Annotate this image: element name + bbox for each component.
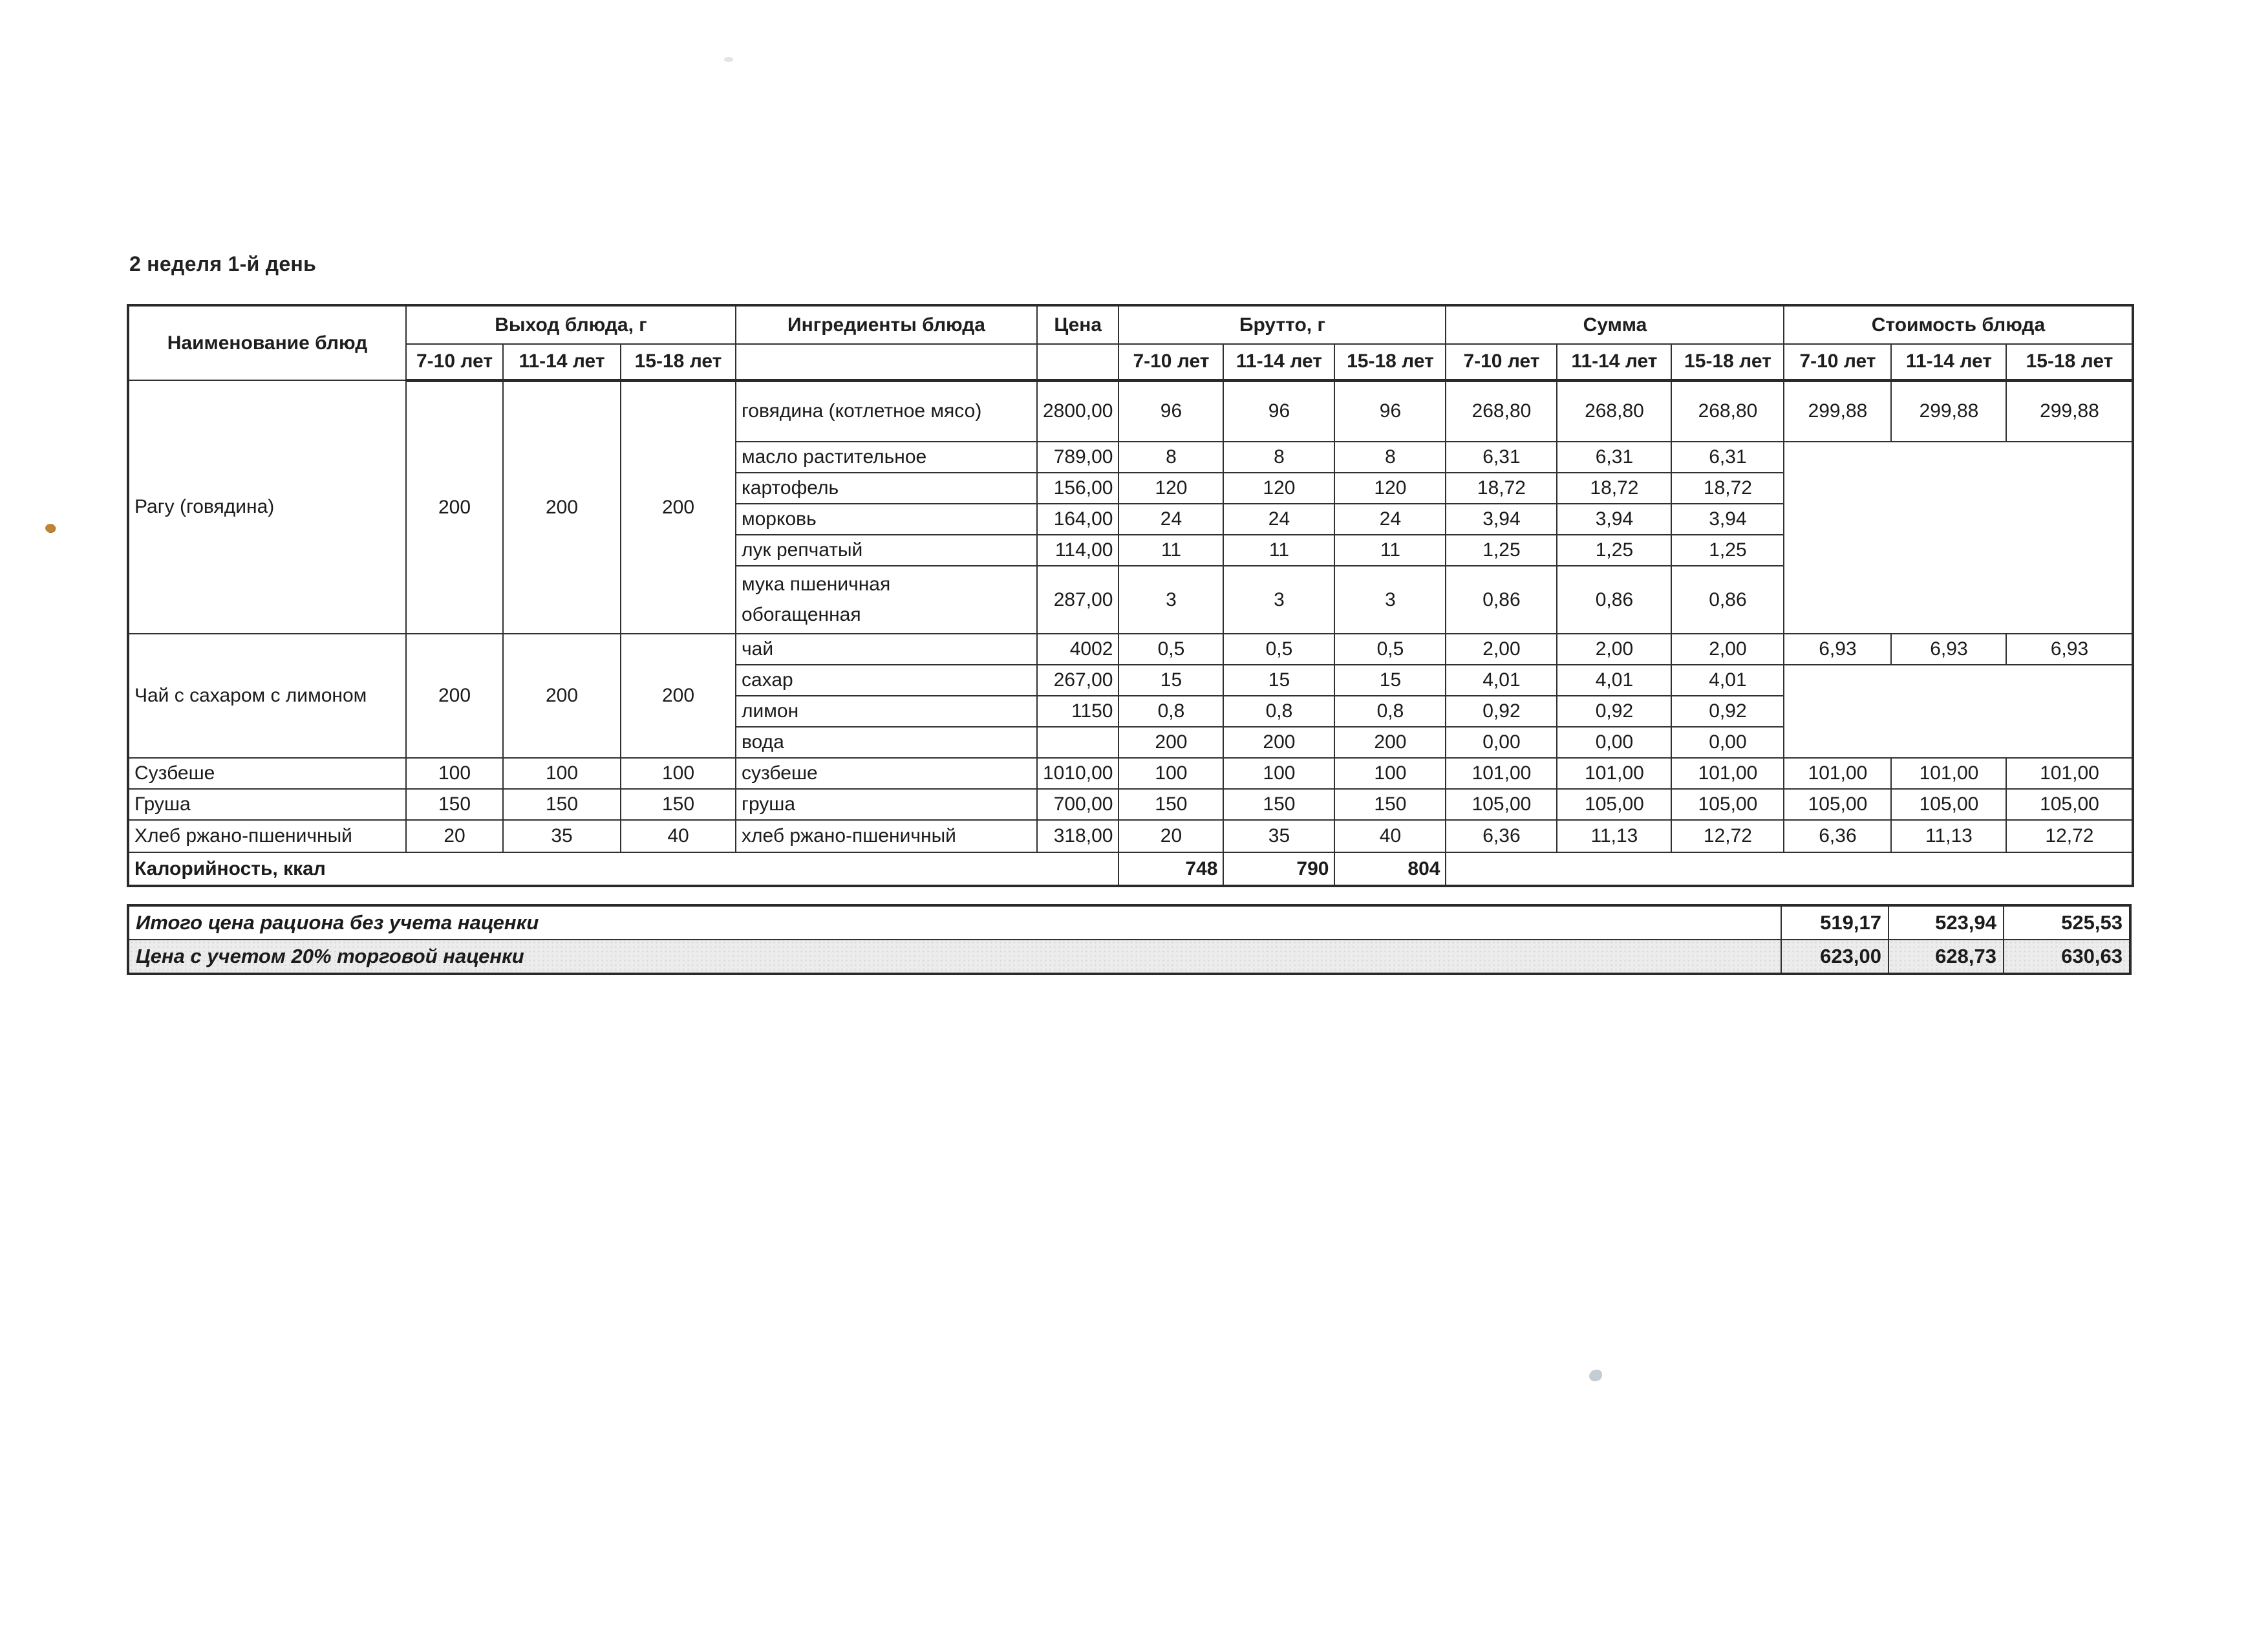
cost-value-cell: 299,88 [1784, 380, 1891, 442]
summary-value-cell: 628,73 [1888, 940, 2004, 974]
brutto-value-cell: 24 [1223, 504, 1334, 535]
calories-value-cell: 804 [1334, 852, 1446, 886]
summa-value-cell: 268,80 [1446, 380, 1557, 442]
col-header-summa-group: Сумма [1446, 305, 1784, 344]
price-cell: 156,00 [1037, 473, 1118, 504]
brutto-value-cell: 24 [1118, 504, 1223, 535]
output-value-cell: 100 [621, 758, 736, 789]
summa-value-cell: 2,00 [1557, 634, 1671, 665]
cost-value-cell: 6,93 [1784, 634, 1891, 665]
summa-value-cell: 268,80 [1557, 380, 1671, 442]
ingredient-name-cell: говядина (котлетное мясо) [736, 380, 1037, 442]
summa-value-cell: 1,25 [1671, 535, 1784, 566]
brutto-value-cell: 120 [1118, 473, 1223, 504]
summa-value-cell: 0,00 [1557, 727, 1671, 758]
dish-name-cell: Сузбеше [128, 758, 406, 789]
ingredient-name-cell: вода [736, 727, 1037, 758]
scan-speck-orange [45, 524, 55, 532]
col-header-age-11-14: 11-14 лет [1557, 344, 1671, 380]
col-header-brutto-group: Брутто, г [1118, 305, 1446, 344]
table-header [128, 305, 2133, 380]
summa-value-cell: 0,86 [1446, 566, 1557, 634]
summary-value-cell: 525,53 [2004, 905, 2130, 940]
brutto-value-cell: 150 [1223, 789, 1334, 820]
brutto-value-cell: 15 [1223, 665, 1334, 696]
cost-value-cell: 299,88 [2006, 380, 2133, 442]
ingredient-row [128, 820, 2133, 852]
brutto-value-cell: 0,5 [1334, 634, 1446, 665]
summa-value-cell: 3,94 [1671, 504, 1784, 535]
brutto-value-cell: 8 [1223, 442, 1334, 473]
summa-value-cell: 2,00 [1446, 634, 1557, 665]
scan-speck-faint [724, 57, 733, 62]
ingredient-name-cell [736, 566, 1037, 634]
ingredient-name-cell: чай [736, 634, 1037, 665]
cost-value-cell: 101,00 [1784, 758, 1891, 789]
col-header-cost-group: Стоимость блюда [1784, 305, 2133, 344]
brutto-value-cell: 200 [1223, 727, 1334, 758]
summa-value-cell: 4,01 [1446, 665, 1557, 696]
price-cell: 1150 [1037, 696, 1118, 727]
summary-label-cell: Цена с учетом 20% торговой наценки [128, 940, 1781, 974]
ingredient-name-cell: лимон [736, 696, 1037, 727]
output-value-cell: 40 [621, 820, 736, 852]
calories-value-cell: 748 [1118, 852, 1223, 886]
price-cell: 164,00 [1037, 504, 1118, 535]
price-cell: 789,00 [1037, 442, 1118, 473]
brutto-value-cell: 11 [1334, 535, 1446, 566]
brutto-value-cell: 0,5 [1223, 634, 1334, 665]
cost-value-cell: 6,36 [1784, 820, 1891, 852]
col-header-age-11-14: 11-14 лет [1891, 344, 2006, 380]
ingredient-name-cell: лук репчатый [736, 535, 1037, 566]
ingredient-name-cell: сузбеше [736, 758, 1037, 789]
cost-value-cell: 6,93 [1891, 634, 2006, 665]
price-cell: 2800,00 [1037, 380, 1118, 442]
col-header-age-7-10: 7-10 лет [1784, 344, 1891, 380]
summa-value-cell: 0,86 [1671, 566, 1784, 634]
brutto-value-cell: 100 [1223, 758, 1334, 789]
summa-value-cell: 105,00 [1446, 789, 1557, 820]
cost-value-cell: 101,00 [2006, 758, 2133, 789]
brutto-value-cell: 8 [1118, 442, 1223, 473]
brutto-value-cell: 96 [1334, 380, 1446, 442]
page-title: 2 неделя 1-й день [129, 252, 317, 275]
col-header-age-7-10: 7-10 лет [1118, 344, 1223, 380]
col-header-age-15-18: 15-18 лет [2006, 344, 2133, 380]
summa-value-cell: 6,31 [1557, 442, 1671, 473]
summary-label-cell: Итого цена рациона без учета наценки [128, 905, 1781, 940]
summa-value-cell: 0,92 [1446, 696, 1557, 727]
output-value-cell: 150 [503, 789, 621, 820]
summa-value-cell: 2,00 [1671, 634, 1784, 665]
summa-value-cell: 6,36 [1446, 820, 1557, 852]
brutto-value-cell: 0,8 [1223, 696, 1334, 727]
brutto-value-cell: 200 [1118, 727, 1223, 758]
brutto-value-cell: 40 [1334, 820, 1446, 852]
summary-value-cell: 630,63 [2004, 940, 2130, 974]
col-header-empty-ingredients [736, 344, 1037, 380]
price-cell [1037, 727, 1118, 758]
summa-value-cell: 268,80 [1671, 380, 1784, 442]
output-value-cell: 200 [621, 380, 736, 634]
scan-speck-gray [1589, 1370, 1602, 1381]
ingredient-name-cell: хлеб ржано-пшеничный [736, 820, 1037, 852]
brutto-value-cell: 100 [1334, 758, 1446, 789]
brutto-value-cell: 96 [1118, 380, 1223, 442]
brutto-value-cell: 35 [1223, 820, 1334, 852]
output-value-cell: 200 [406, 634, 503, 758]
summa-value-cell: 1,25 [1557, 535, 1671, 566]
brutto-value-cell: 0,8 [1118, 696, 1223, 727]
summary-row-markup [128, 940, 2130, 974]
brutto-value-cell: 11 [1223, 535, 1334, 566]
summa-value-cell: 3,94 [1446, 504, 1557, 535]
output-value-cell: 20 [406, 820, 503, 852]
summa-value-cell: 0,00 [1446, 727, 1557, 758]
summa-value-cell: 105,00 [1671, 789, 1784, 820]
ingredient-name-text: мука пшеничная обогащенная [742, 574, 891, 625]
menu-costing-table [127, 304, 2134, 887]
brutto-value-cell: 3 [1334, 566, 1446, 634]
summa-value-cell: 4,01 [1671, 665, 1784, 696]
summa-value-cell: 101,00 [1671, 758, 1784, 789]
price-cell: 114,00 [1037, 535, 1118, 566]
dish-name-cell: Чай с сахаром с лимоном [128, 634, 406, 758]
brutto-value-cell: 200 [1334, 727, 1446, 758]
col-header-age-7-10: 7-10 лет [406, 344, 503, 380]
brutto-value-cell: 150 [1118, 789, 1223, 820]
summary-row-total [128, 905, 2130, 940]
brutto-value-cell: 15 [1334, 665, 1446, 696]
ingredient-name-cell: груша [736, 789, 1037, 820]
output-value-cell: 200 [406, 380, 503, 634]
brutto-value-cell: 20 [1118, 820, 1223, 852]
brutto-value-cell: 0,8 [1334, 696, 1446, 727]
blank-cell [1784, 442, 2133, 634]
ingredient-row [128, 789, 2133, 820]
ingredient-name-cell: сахар [736, 665, 1037, 696]
price-cell: 267,00 [1037, 665, 1118, 696]
calories-row [128, 852, 2133, 886]
brutto-value-cell: 150 [1334, 789, 1446, 820]
col-header-age-15-18: 15-18 лет [1334, 344, 1446, 380]
brutto-value-cell: 0,5 [1118, 634, 1223, 665]
col-header-dish-name: Наименование блюд [128, 305, 406, 380]
dish-name-cell: Хлеб ржано-пшеничный [128, 820, 406, 852]
output-value-cell: 100 [503, 758, 621, 789]
brutto-value-cell: 120 [1334, 473, 1446, 504]
brutto-value-cell: 15 [1118, 665, 1223, 696]
blank-cell [1784, 665, 2133, 758]
output-value-cell: 200 [503, 380, 621, 634]
col-header-age-7-10: 7-10 лет [1446, 344, 1557, 380]
cost-value-cell: 299,88 [1891, 380, 2006, 442]
ingredient-name-cell: масло растительное [736, 442, 1037, 473]
output-value-cell: 200 [503, 634, 621, 758]
dish-name-cell: Рагу (говядина) [128, 380, 406, 634]
ingredient-row [128, 634, 2133, 665]
output-value-cell: 35 [503, 820, 621, 852]
summa-value-cell: 1,25 [1446, 535, 1557, 566]
output-value-cell: 150 [621, 789, 736, 820]
price-cell: 1010,00 [1037, 758, 1118, 789]
col-header-ingredients: Ингредиенты блюда [736, 305, 1037, 344]
cost-value-cell: 105,00 [2006, 789, 2133, 820]
ingredient-name-cell: морковь [736, 504, 1037, 535]
summary-value-cell: 519,17 [1781, 905, 1888, 940]
summa-value-cell: 0,00 [1671, 727, 1784, 758]
calories-label-cell: Калорийность, ккал [128, 852, 1118, 886]
price-cell: 318,00 [1037, 820, 1118, 852]
brutto-value-cell: 11 [1118, 535, 1223, 566]
summa-value-cell: 11,13 [1557, 820, 1671, 852]
col-header-output-group: Выход блюда, г [406, 305, 736, 344]
summa-value-cell: 105,00 [1557, 789, 1671, 820]
summa-value-cell: 18,72 [1557, 473, 1671, 504]
brutto-value-cell: 100 [1118, 758, 1223, 789]
summa-value-cell: 0,86 [1557, 566, 1671, 634]
summa-value-cell: 0,92 [1671, 696, 1784, 727]
ingredient-row [128, 380, 2133, 442]
price-summary-table [127, 904, 2132, 975]
cost-value-cell: 11,13 [1891, 820, 2006, 852]
summa-value-cell: 6,31 [1446, 442, 1557, 473]
blank-cell [1446, 852, 2133, 886]
summary-value-cell: 523,94 [1888, 905, 2004, 940]
summa-value-cell: 3,94 [1557, 504, 1671, 535]
summa-value-cell: 4,01 [1557, 665, 1671, 696]
cost-value-cell: 101,00 [1891, 758, 2006, 789]
col-header-empty-price [1037, 344, 1118, 380]
brutto-value-cell: 3 [1118, 566, 1223, 634]
summa-value-cell: 6,31 [1671, 442, 1784, 473]
summa-value-cell: 101,00 [1557, 758, 1671, 789]
price-cell: 4002 [1037, 634, 1118, 665]
brutto-value-cell: 24 [1334, 504, 1446, 535]
price-cell: 287,00 [1037, 566, 1118, 634]
cost-value-cell: 105,00 [1784, 789, 1891, 820]
col-header-age-11-14: 11-14 лет [503, 344, 621, 380]
cost-value-cell: 105,00 [1891, 789, 2006, 820]
summa-value-cell: 12,72 [1671, 820, 1784, 852]
output-value-cell: 200 [621, 634, 736, 758]
brutto-value-cell: 120 [1223, 473, 1334, 504]
price-cell: 700,00 [1037, 789, 1118, 820]
dish-name-cell: Груша [128, 789, 406, 820]
summa-value-cell: 0,92 [1557, 696, 1671, 727]
output-value-cell: 150 [406, 789, 503, 820]
summa-value-cell: 18,72 [1446, 473, 1557, 504]
summa-value-cell: 101,00 [1446, 758, 1557, 789]
ingredient-name-cell: картофель [736, 473, 1037, 504]
header-row-ages [128, 344, 2133, 380]
brutto-value-cell: 8 [1334, 442, 1446, 473]
col-header-age-15-18: 15-18 лет [1671, 344, 1784, 380]
summa-value-cell: 18,72 [1671, 473, 1784, 504]
col-header-age-11-14: 11-14 лет [1223, 344, 1334, 380]
col-header-price: Цена [1037, 305, 1118, 344]
header-row-groups [128, 305, 2133, 344]
summary-value-cell: 623,00 [1781, 940, 1888, 974]
calories-value-cell: 790 [1223, 852, 1334, 886]
ingredient-row [128, 758, 2133, 789]
cost-value-cell: 6,93 [2006, 634, 2133, 665]
col-header-age-15-18: 15-18 лет [621, 344, 736, 380]
brutto-value-cell: 3 [1223, 566, 1334, 634]
brutto-value-cell: 96 [1223, 380, 1334, 442]
output-value-cell: 100 [406, 758, 503, 789]
cost-value-cell: 12,72 [2006, 820, 2133, 852]
